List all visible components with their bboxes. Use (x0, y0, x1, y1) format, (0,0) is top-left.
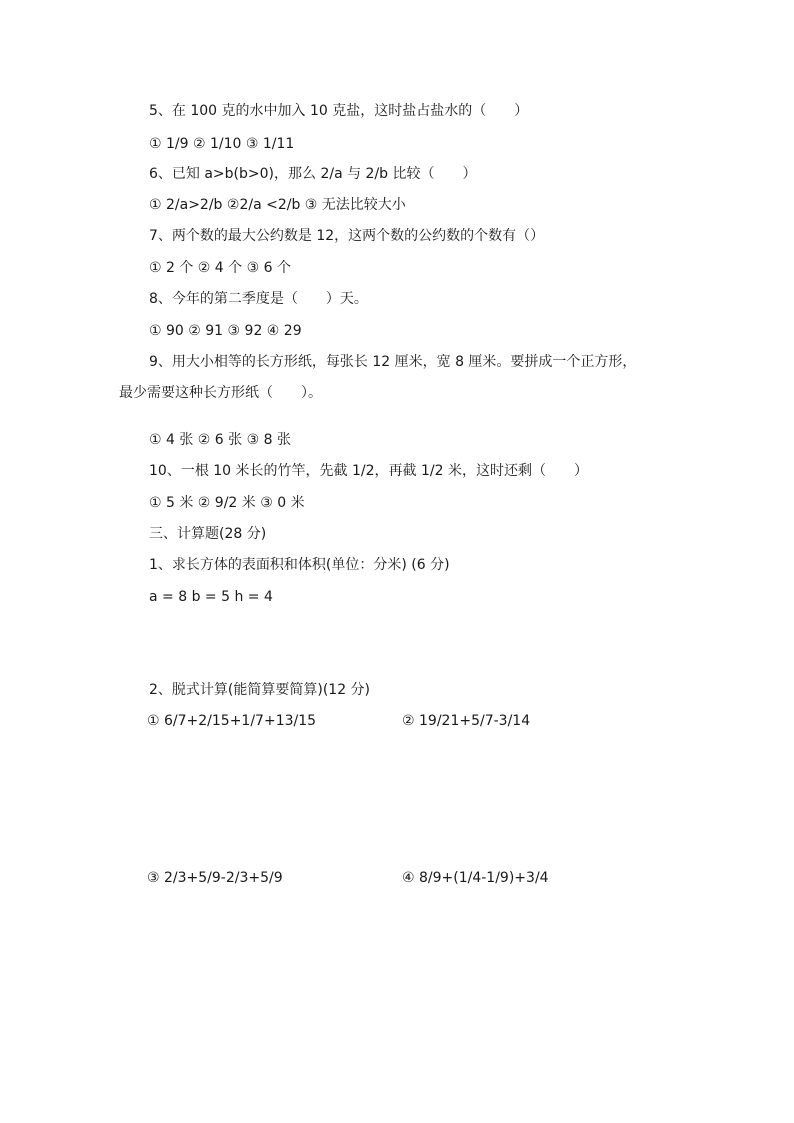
question-9-options: ① 4 张 ② 6 张 ③ 8 张 (149, 432, 291, 448)
question-10: 10、一根 10 米长的竹竿，先截 1/2，再截 1/2 米，这时还剩（ ） (149, 463, 588, 479)
question-7-options: ① 2 个 ② 4 个 ③ 6 个 (149, 260, 291, 276)
question-6: 6、已知 a>b(b>0)，那么 2/a 与 2/b 比较（ ） (149, 166, 477, 182)
question-9-line-2: 最少需要这种长方形纸（ ）。 (119, 385, 322, 401)
problem-1: 1、求长方体的表面积和体积(单位：分米) (6 分) (149, 557, 450, 573)
question-6-options: ① 2/a>2/b ②2/a <2/b ③ 无法比较大小 (149, 197, 406, 213)
question-5-options: ① 1/9 ② 1/10 ③ 1/11 (149, 136, 295, 152)
question-8-options: ① 90 ② 91 ③ 92 ④ 29 (149, 323, 302, 339)
question-8: 8、今年的第二季度是（ ）天。 (149, 291, 368, 307)
question-5: 5、在 100 克的水中加入 10 克盐，这时盐占盐水的（ ） (149, 103, 529, 119)
expression-1: ① 6/7+2/15+1/7+13/15 (147, 713, 317, 729)
question-9-line-1: 9、用大小相等的长方形纸，每张长 12 厘米，宽 8 厘米。要拼成一个正方形， (149, 354, 637, 370)
question-7: 7、两个数的最大公约数是 12，这两个数的公约数的个数有（） (149, 228, 545, 244)
problem-1-values: a = 8 b = 5 h = 4 (149, 589, 273, 605)
question-10-options: ① 5 米 ② 9/2 米 ③ 0 米 (149, 495, 305, 511)
expression-2: ② 19/21+5/7-3/14 (402, 713, 531, 729)
expression-4: ④ 8/9+(1/4-1/9)+3/4 (402, 870, 549, 886)
problem-2: 2、脱式计算(能简算要简算)(12 分) (149, 682, 371, 698)
expression-3: ③ 2/3+5/9-2/3+5/9 (147, 870, 283, 886)
section-3-title: 三、计算题(28 分) (149, 526, 267, 542)
